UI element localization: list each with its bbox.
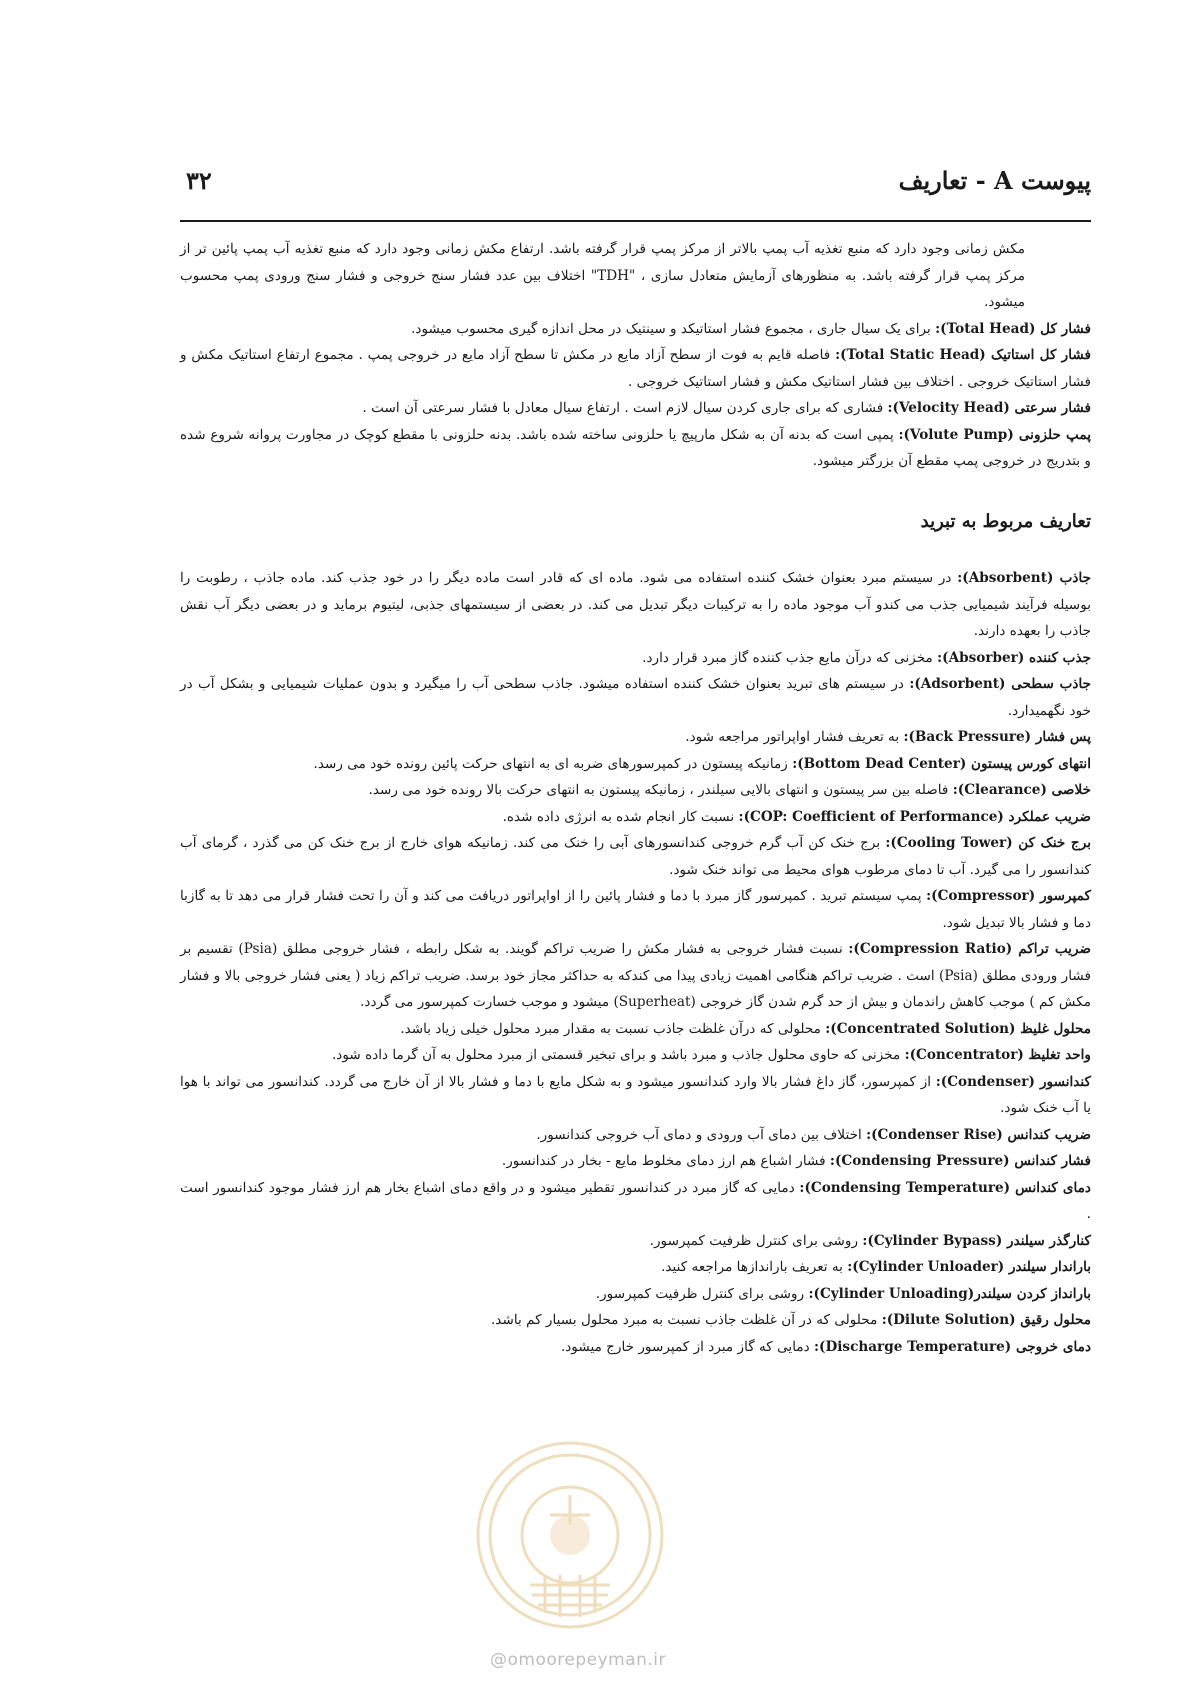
definition-term: کنارگذر سیلندر (Cylinder Bypass): bbox=[862, 1232, 1091, 1249]
definition-velocity-head bbox=[180, 395, 1091, 422]
definition-cooling-tower bbox=[180, 830, 1091, 883]
definition-cylinder-unloading bbox=[180, 1281, 1091, 1308]
definition-text: فشاری که برای جاری کردن سیال لازم است . ارتفاع سیال معادل با فشار سرعتی آن است . bbox=[362, 400, 888, 416]
definition-term: بارانداز کردن سیلندر(Cylinder Unloading): bbox=[808, 1285, 1091, 1302]
definition-term: ضریب عملکرد (COP: Coefficient of Performance): bbox=[738, 808, 1091, 825]
definition-discharge-temperature bbox=[180, 1334, 1091, 1361]
definition-term: کندانسور (Condenser): bbox=[935, 1073, 1091, 1090]
definition-term: خلاصی (Clearance): bbox=[952, 782, 1091, 798]
definition-clearance bbox=[180, 777, 1091, 804]
continued-paragraph: مکش زمانی وجود دارد که منبع تغذیه آب پمپ بالاتر از مرکز پمپ قرار گرفته باشد. ارتفاع مکش زمانی وجود دارد که منبع تغذیه آب پمپ پائین تر از مرکز پمپ قرار گرفته باشد. به منظورهای آزمایش متعادل سازی ، "TDH" اختلاف بین عدد فشار سنج خروجی و فشار سنج ورودی پمپ محسوب میشود. bbox=[180, 241, 1025, 310]
definition-term: جاذب (Absorbent): bbox=[957, 570, 1091, 586]
definition-term: محلول رقیق (Dilute Solution): bbox=[881, 1312, 1091, 1328]
definition-text: به تعریف فشار اواپراتور مراجعه شود. bbox=[685, 729, 904, 745]
definition-text: به تعریف باراندازها مراجعه کنید. bbox=[661, 1259, 848, 1275]
definition-term: فشار کل (Total Head): bbox=[935, 320, 1091, 337]
definition-back-pressure bbox=[180, 724, 1091, 751]
definition-condenser-rise bbox=[180, 1122, 1091, 1149]
definition-total-static-head bbox=[180, 342, 1091, 395]
definition-term: انتهای کورس پیستون (Bottom Dead Center): bbox=[792, 755, 1091, 772]
definition-dilute-solution bbox=[180, 1307, 1091, 1334]
section-heading: تعاریف مربوط به تبرید bbox=[920, 510, 1091, 532]
definition-term: فشار کل استاتیک (Total Static Head): bbox=[835, 347, 1091, 363]
watermark-seal-logo bbox=[470, 1435, 670, 1635]
definition-absorber bbox=[180, 645, 1091, 672]
running-title: پیوست A - تعاریف bbox=[898, 166, 1091, 195]
definition-text: روشی برای کنترل ظرفیت کمپرسور. bbox=[595, 1285, 809, 1302]
definition-cylinder-bypass bbox=[180, 1228, 1091, 1255]
definition-term: باراندار سیلندر (Cylinder Unloader): bbox=[847, 1259, 1091, 1275]
definition-text: فشار اشباع هم ارز دمای مخلوط مایع - بخار در کندانسور. bbox=[501, 1153, 830, 1169]
definition-volute-pump bbox=[180, 422, 1091, 475]
definition-text: اختلاف بین دمای آب ورودی و دمای آب خروجی کندانسور. bbox=[536, 1126, 867, 1143]
definition-text: فاصله بین سر پیستون و انتهای بالایی سیلندر ، زمانیکه پیستون به انتهای حرکت بالا رونده خود می رسد. bbox=[368, 782, 953, 798]
definition-text: در سیستم های تبرید بعنوان خشک کننده استفاده میشود. جاذب سطحی آب را میگیرد و بدون عملیات شیمیایی و بشکل آب در خود نگهمیدارد. bbox=[180, 676, 1091, 719]
definition-text: پمپی است که بدنه آن به شکل مارپیچ یا حلزونی ساخته شده باشد. بدنه حلزونی با مقطع کوچک در مجاورت پروانه شروع شده و بتدریج در خروجی پمپ مقطع آن بزرگتر میشود. bbox=[180, 426, 1091, 469]
definition-text: از کمپرسور، گاز داغ فشار بالا وارد کندانسور میشود و به شکل مایع با دما و فشار بالا از آن خارج می گردد. کندانسور می تواند با هوا یا آب خنک شود. bbox=[180, 1073, 1091, 1116]
definition-text: برج خنک کن آب گرم خروجی کندانسورهای آبی را خنک می کند. زمانیکه هوای خارج از برج خنک کن می گذرد ، گرمای آب کندانسور را می گیرد. آب تا دمای مرطوب هوای محیط می تواند خنک شود. bbox=[180, 835, 1091, 878]
definition-term: برج خنک کن (Cooling Tower): bbox=[885, 835, 1091, 851]
definition-text: نسبت کار انجام شده به انرژی داده شده. bbox=[502, 808, 739, 825]
definition-term: کمپرسور (Compressor): bbox=[926, 888, 1091, 904]
definition-text: دمایی که گاز مبرد از کمپرسور خارج میشود. bbox=[560, 1338, 815, 1355]
definition-term: فشار سرعتی (Velocity Head): bbox=[887, 400, 1091, 416]
definition-text: محلولی که در آن غلظت جاذب نسبت به مبرد محلول بسیار کم باشد. bbox=[490, 1312, 882, 1328]
definition-absorbent bbox=[180, 565, 1091, 645]
page-body bbox=[180, 236, 1091, 1360]
definition-condenser bbox=[180, 1069, 1091, 1122]
definition-term: واحد تغلیظ (Concentrator): bbox=[904, 1047, 1091, 1063]
definition-cylinder-unloader bbox=[180, 1254, 1091, 1281]
definition-compression-ratio bbox=[180, 936, 1091, 1016]
definition-term: دمای کندانس (Condensing Temperature): bbox=[799, 1179, 1091, 1196]
definition-term: جاذب سطحی (Adsorbent): bbox=[909, 676, 1091, 692]
definition-concentrator bbox=[180, 1042, 1091, 1069]
definition-text: نسبت فشار خروجی به فشار مکش را ضریب تراکم گویند. به شکل رابطه ، فشار خروجی مطلق (Psia) تقسیم بر فشار ورودی مطلق (Psia) است . ضریب تراکم هنگامی اهمیت زیادی پیدا می کندکه به حداکثر مجاز خود برسد. ضریب تراکم زیاد ( یعنی فشار خروجی بالا و فشار مکش کم ) موجب کاهش راندمان و بیش از حد گرم شدن گاز خروجی (Superheat) میشود و موجب خسارت کمپرسور می گردد. bbox=[180, 941, 1091, 1010]
definition-term: ضریب کندانس (Condenser Rise): bbox=[866, 1126, 1091, 1143]
definition-text: محلولی که درآن غلظت جاذب نسبت به مقدار مبرد محلول خیلی زیاد باشد. bbox=[400, 1020, 826, 1037]
definition-text: مخزنی که درآن مایع جذب کننده گاز مبرد قرار دارد. bbox=[642, 649, 938, 666]
definition-text: فاصله قایم به فوت از سطح آزاد مایع در مکش تا سطح آزاد مایع در خروجی پمپ . مجموع ارتفاع استاتیک مکش و فشار استاتیک خروجی . اختلاف بین فشار استاتیک مکش و فشار استاتیک خروجی . bbox=[180, 347, 1091, 390]
definition-condensing-temperature bbox=[180, 1175, 1091, 1228]
definition-concentrated-solution bbox=[180, 1016, 1091, 1043]
definition-term: محلول غلیظ (Concentrated Solution): bbox=[825, 1020, 1091, 1037]
definition-text: برای یک سیال جاری ، مجموع فشار استاتیکد و سینتیک در محل اندازه گیری محسوب میشود. bbox=[411, 320, 936, 337]
definition-condensing-pressure bbox=[180, 1148, 1091, 1175]
definition-term: پمپ حلزونی (Volute Pump): bbox=[898, 426, 1091, 443]
definition-text: روشی برای کنترل ظرفیت کمپرسور. bbox=[649, 1232, 863, 1249]
definition-text: در سیستم مبرد بعنوان خشک کننده استفاده می شود. ماده ای که قادر است ماده دیگر را در خود جذب کند. ماده جاذب ، رطوبت را بوسیله فرآیند شیمیایی جذب می کندو آب موجود ماده را به ترکیبات دیگر تبدیل می کند. در بعضی از سیستمهای جذبی، لیتیوم برماید و در بعضی دیگر آب نقش جاذب را بعهده دارند. bbox=[180, 570, 1091, 639]
page-header bbox=[180, 160, 1091, 222]
definition-term: جذب کننده (Absorber): bbox=[937, 649, 1091, 666]
definition-term: دمای خروجی (Discharge Temperature): bbox=[814, 1338, 1091, 1355]
definition-text: مخزنی که حاوی محلول جاذب و مبرد باشد و برای تبخیر قسمتی از مبرد محلول به آن گرما داده شود. bbox=[331, 1047, 905, 1063]
definition-term: فشار کندانس (Condensing Pressure): bbox=[829, 1153, 1091, 1169]
definition-compressor bbox=[180, 883, 1091, 936]
watermark-url: @omoorepeyman.ir bbox=[490, 1650, 667, 1670]
definition-text: پمپ سیستم تبرید . کمپرسور گاز مبرد با دما و فشار پائین را از اواپراتور دریافت می کند و آن را تحت فشار قرار می دهد تا به گازبا دما و فشار بالا تبدیل شود. bbox=[180, 888, 1091, 931]
definition-total-head bbox=[180, 316, 1091, 343]
page-number: ۳۲ bbox=[186, 166, 212, 195]
definition-bottom-dead-center bbox=[180, 751, 1091, 778]
definition-text: دمایی که گاز مبرد در کندانسور تقطیر میشود و در واقع دمای اشباع بخار هم ارز فشار موجود کندانسور است . bbox=[180, 1179, 1091, 1222]
definition-adsorbent bbox=[180, 671, 1091, 724]
definition-cop bbox=[180, 804, 1091, 831]
definition-term: پس فشار (Back Pressure): bbox=[903, 729, 1091, 745]
definition-text: زمانیکه پیستون در کمپرسورهای ضربه ای به انتهای حرکت پائین رونده خود می رسد. bbox=[313, 755, 793, 772]
definition-term: ضریب تراکم (Compression Ratio): bbox=[848, 941, 1092, 957]
